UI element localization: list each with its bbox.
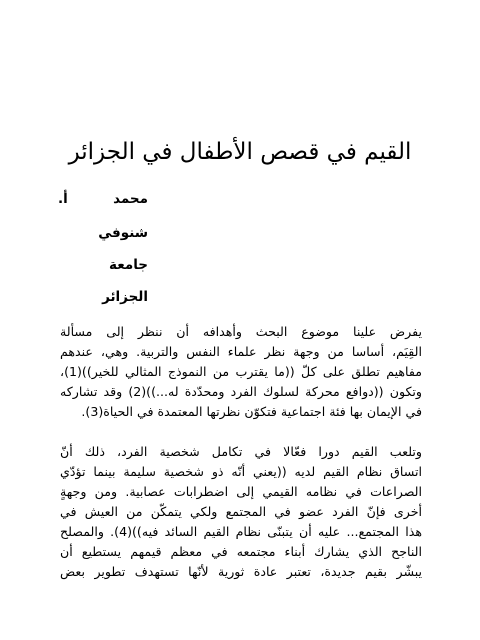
paragraph-line: الناجح الذي يشارك أبناء مجتمعه في معظم قيمهم يستطيع أن bbox=[60, 544, 422, 559]
author-prefix: أ. bbox=[58, 191, 68, 207]
paragraph-line: في الإيمان بها فئة اجتماعية فتكوّن نظرتها المعتمدة في الحياة(3). bbox=[81, 404, 422, 419]
paragraph-1 bbox=[60, 322, 422, 422]
paragraph-line: يبشّر بقيم جديدة، تعتبر عادة ثورية لأنّها تستهدف تطوير بعض bbox=[60, 564, 422, 579]
author-affiliation-city: الجزائر bbox=[102, 289, 148, 305]
paragraph-line: أخرى فإنّ الفرد عضو في المجتمع ولكي يتمكّن من العيش في bbox=[60, 504, 422, 519]
author-last-name: شنوفي bbox=[98, 225, 148, 241]
paragraph-line: اتساق نظام القيم لديه ((يعني أنّه ذو شخصية سليمة بينما تؤدّي bbox=[60, 464, 422, 479]
paragraph-2 bbox=[60, 442, 422, 582]
author-affiliation-university: جامعة bbox=[109, 257, 148, 273]
article-title: القيم في قصص الأطفال في الجزائر bbox=[68, 139, 412, 165]
author-first-name: محمد bbox=[113, 191, 148, 207]
paragraph-line: القِيَم، أساسا من وجهة نظر علماء النفس والتربية. وهي، عندهم bbox=[60, 344, 422, 359]
paragraph-line: يفرض علينا موضوع البحث وأهدافه أن ننظر إلى مسألة bbox=[60, 324, 422, 339]
article-body bbox=[60, 322, 422, 582]
paragraph-line: الصراعات في نظامه القيمي إلى اضطرابات عصابية. ومن وجهةٍ bbox=[60, 484, 422, 499]
paragraph-line: وتلعب القيم دورا فعّالا في تكامل شخصية الفرد، ذلك أنّ bbox=[60, 444, 422, 459]
paragraph-line: هذا المجتمع... عليه أن يتبنّى نظام القيم السائد فيه))(4). والمصلح bbox=[60, 524, 422, 539]
paragraph-line: مفاهيم تطلق على كلّ ((ما يقترب من النموذج المثالي للخير))(1)، bbox=[60, 364, 422, 379]
author-name-row bbox=[58, 190, 148, 208]
author-block bbox=[58, 190, 148, 306]
paragraph-line: وتكون ((دوافع محركة لسلوك الفرد ومحدّدة له...))(2) وقد تشاركه bbox=[60, 384, 422, 399]
